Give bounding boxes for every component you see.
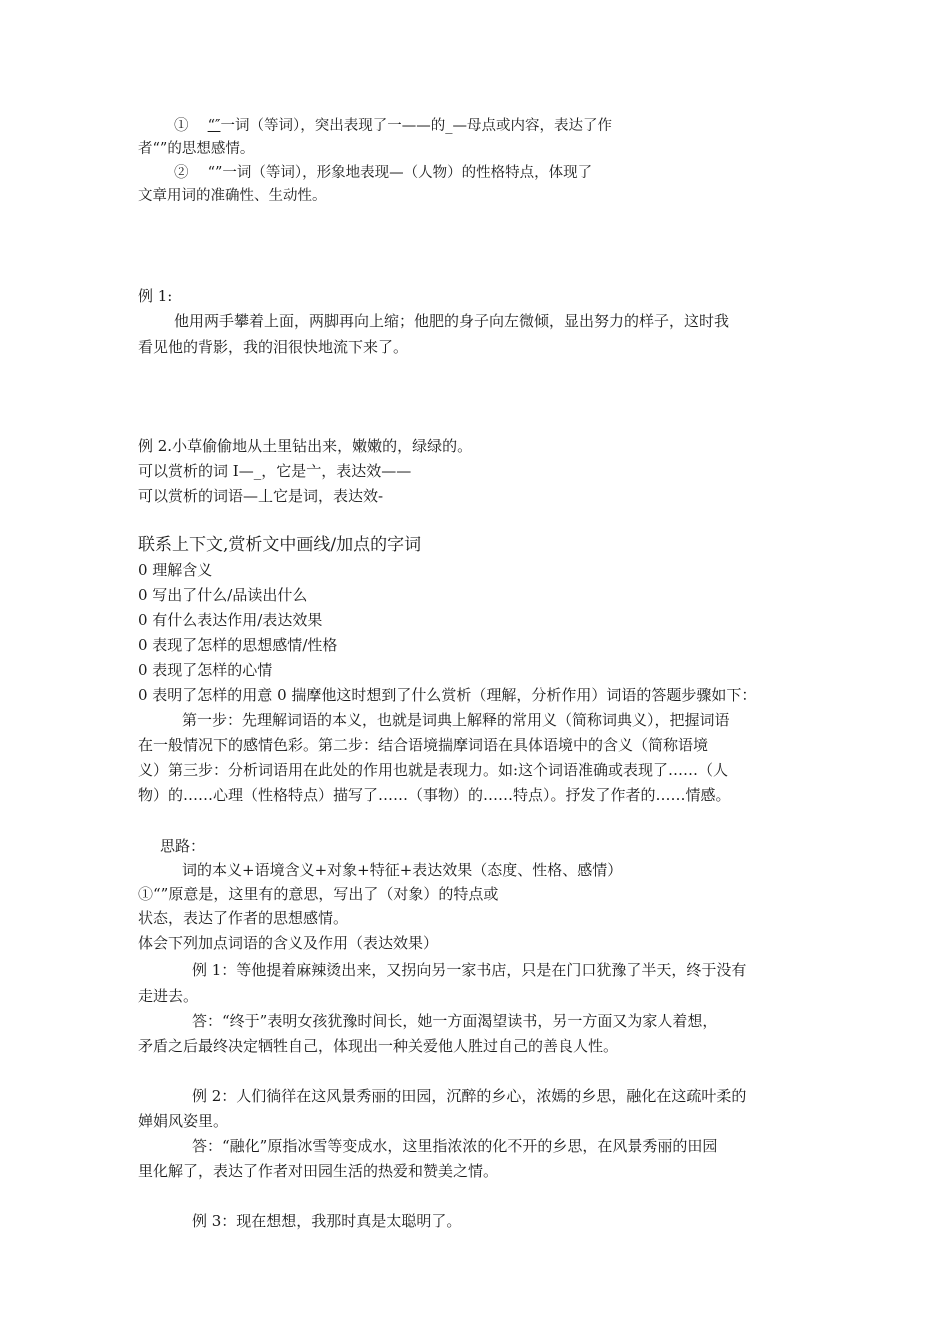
guide-heading: 联系上下文,赏析文中画线/加点的字词 [138,535,422,555]
example2-line-3: 可以赏析的词语—丄它是词，表达效- [138,487,384,505]
example1-label: 例 1: [138,287,173,305]
ex1-answer-2: 矛盾之后最终决定牺牲自己，体现出一种关爱他人胜过自己的善良人性。 [138,1037,619,1055]
template-line-1: ① “″一词（等词），突出表现了一——的_—母点或内容，表达了作 [174,118,612,134]
circled-number-1: ① [174,118,189,134]
thinking-line-1: ①“”原意是，这里有的意思，写出了（对象）的特点或 [138,885,499,903]
thinking-line-2: 状态，表达了作者的思想感情。 [138,909,349,927]
thinking-formula: 词的本义+语境含义+对象+特征+表达效果（态度、性格、感情） [182,861,623,879]
ex2-question-2: 婵娟风姿里。 [138,1112,229,1130]
guide-item-6: 0 表明了怎样的用意 0 揣摩他这时想到了什么赏析（理解，分析作用）词语的答题步骤如下： [138,686,757,704]
thinking-line-3: 体会下列加点词语的含义及作用（表达效果） [138,934,439,952]
guide-item: 0 表现了怎样的思想感情/性格 [138,636,338,654]
guide-item: 0 表现了怎样的心情 [138,661,273,679]
template-line-2: 者“”的思想感情。 [138,141,255,157]
ex2-answer-1: 答：“融化”原指冰雪等变成水，这里指浓浓的化不开的乡思，在风景秀丽的田园 [192,1137,718,1155]
step-line-2: 在一般情况下的感情色彩。第二步：结合语境揣摩词语在具体语境中的含义（简称语境 [138,736,709,754]
guide-item: 0 写出了什么/品读出什么 [138,586,308,604]
template-line-3: ② “”一词（等词），形象地表现—（人物）的性格特点，体现了 [174,165,593,181]
ex1-question-2: 走进去。 [138,987,199,1005]
ex3-question-1: 例 3：现在想想，我那时真是太聪明了。 [192,1212,462,1230]
ex1-question-1: 例 1：等他提着麻辣烫出来，又拐向另一家书店，只是在门口犹豫了半天，终于没有 [192,961,747,979]
thinking-label: 思路： [160,837,206,855]
ex2-answer-2: 里化解了，表达了作者对田园生活的热爱和赞美之情。 [138,1162,499,1180]
step-line-3: 义）第三步：分析词语用在此处的作用也就是表现力。如:这个词语准确或表现了……（人 [138,761,729,779]
template-line-4: 文章用词的准确性、生动性。 [138,188,327,204]
underlined-quote: “″ [207,118,221,134]
guide-item: 0 有什么表达作用/表达效果 [138,611,323,629]
ex2-question-1: 例 2：人们徜徉在这风景秀丽的田园，沉醉的乡心，浓嫣的乡思，融化在这疏叶柔的 [192,1087,747,1105]
example1-line-2: 看见他的背影，我的泪很快地流下来了。 [138,338,409,356]
example2-line-1: 例 2.小草偷偷地从土里钻出来，嫩嫩的，绿绿的。 [138,437,473,455]
ex1-answer-1: 答：“终于”表明女孩犹豫时间长，她一方面渴望读书，另一方面又为家人着想， [192,1012,718,1030]
example2-line-2: 可以赏析的词 I—_，它是亠，表达效—— [138,462,412,480]
step-line-1: 第一步：先理解词语的本义，也就是词典上解释的常用义（简称词典义），把握词语 [182,711,730,729]
guide-item: 0 理解含义 [138,561,213,579]
example1-line-1: 他用两手攀着上面，两脚再向上缩；他肥的身子向左微倾，显出努力的样子，这时我 [174,312,730,330]
step-line-4: 物）的……心理（性格特点）描写了……（事物）的……特点）。抒发了作者的……情感。 [138,786,731,804]
